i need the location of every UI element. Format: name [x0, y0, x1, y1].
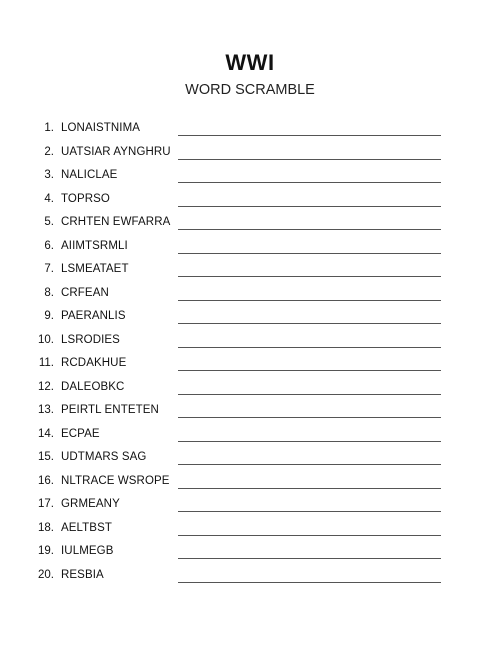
list-item — [0, 283, 500, 307]
list-item — [0, 518, 500, 542]
item-number: 6. — [44, 239, 54, 252]
list-item — [0, 541, 500, 565]
item-number: 20. — [38, 568, 54, 581]
scrambled-word: ECPAE — [61, 427, 100, 440]
answer-line[interactable] — [178, 441, 441, 442]
scrambled-word: DALEOBKC — [61, 380, 125, 393]
scrambled-word: LONAISTNIMA — [61, 122, 141, 134]
worksheet-title: WWI — [225, 50, 275, 75]
scrambled-word: NALICLAE — [61, 169, 118, 181]
answer-line[interactable] — [178, 229, 441, 230]
item-number: 9. — [44, 310, 54, 322]
list-item — [0, 424, 500, 448]
list-item — [0, 377, 500, 401]
item-number: 7. — [44, 263, 54, 275]
scrambled-word: GRMEANY — [61, 498, 120, 510]
item-number: 4. — [44, 192, 54, 205]
list-item — [0, 353, 500, 377]
worksheet-subtitle: WORD SCRAMBLE — [185, 82, 315, 98]
scrambled-word: UDTMARS SAG — [61, 451, 147, 463]
answer-line[interactable] — [178, 159, 441, 160]
answer-line[interactable] — [178, 417, 441, 418]
item-number: 10. — [38, 333, 54, 346]
answer-line[interactable] — [178, 182, 441, 183]
answer-line[interactable] — [178, 370, 441, 371]
answer-line[interactable] — [178, 276, 441, 277]
item-number: 8. — [44, 286, 54, 299]
answer-line[interactable] — [178, 464, 441, 465]
scrambled-word: CRHTEN EWFARRA — [61, 216, 171, 228]
answer-line[interactable] — [178, 323, 441, 324]
list-item — [0, 565, 500, 589]
answer-line[interactable] — [178, 535, 441, 536]
item-number: 18. — [38, 521, 54, 534]
item-number: 3. — [44, 169, 54, 181]
item-number: 11. — [38, 357, 54, 369]
answer-line[interactable] — [178, 135, 441, 136]
scrambled-word: UATSIAR AYNGHRU — [61, 145, 171, 158]
list-item — [0, 306, 500, 330]
answer-line[interactable] — [178, 511, 441, 512]
list-item — [0, 165, 500, 189]
scrambled-word: PEIRTL ENTETEN — [61, 404, 159, 416]
item-number: 5. — [44, 216, 54, 228]
list-item — [0, 447, 500, 471]
item-number: 17. — [38, 498, 54, 510]
list-item — [0, 142, 500, 166]
answer-line[interactable] — [178, 206, 441, 207]
scrambled-word: AELTBST — [61, 521, 112, 534]
list-item — [0, 259, 500, 283]
item-number: 1. — [44, 122, 54, 134]
scrambled-word: LSRODIES — [61, 333, 120, 346]
item-number: 19. — [38, 545, 54, 557]
scrambled-word: AIIMTSRMLI — [61, 239, 128, 252]
list-item — [0, 471, 500, 495]
list-item — [0, 118, 500, 142]
item-number: 16. — [38, 474, 54, 487]
answer-line[interactable] — [178, 558, 441, 559]
item-number: 2. — [44, 145, 54, 158]
item-number: 12. — [38, 380, 54, 393]
item-number: 14. — [38, 427, 54, 440]
scrambled-word: PAERANLIS — [61, 310, 126, 322]
scrambled-word: RESBIA — [61, 568, 104, 581]
scrambled-word: CRFEAN — [61, 286, 109, 299]
list-item — [0, 212, 500, 236]
list-item — [0, 330, 500, 354]
answer-line[interactable] — [178, 347, 441, 348]
list-item — [0, 189, 500, 213]
answer-line[interactable] — [178, 488, 441, 489]
scrambled-word: TOPRSO — [61, 192, 110, 205]
answer-line[interactable] — [178, 394, 441, 395]
scrambled-word: RCDAKHUE — [61, 357, 127, 369]
scrambled-word: IULMEGB — [61, 545, 114, 557]
scramble-list — [0, 118, 500, 588]
answer-line[interactable] — [178, 300, 441, 301]
scrambled-word: NLTRACE WSROPE — [61, 474, 170, 487]
list-item — [0, 400, 500, 424]
answer-line[interactable] — [178, 253, 441, 254]
list-item — [0, 494, 500, 518]
answer-line[interactable] — [178, 582, 441, 583]
scrambled-word: LSMEATAET — [61, 263, 129, 275]
list-item — [0, 236, 500, 260]
item-number: 15. — [38, 451, 54, 463]
item-number: 13. — [38, 404, 54, 416]
